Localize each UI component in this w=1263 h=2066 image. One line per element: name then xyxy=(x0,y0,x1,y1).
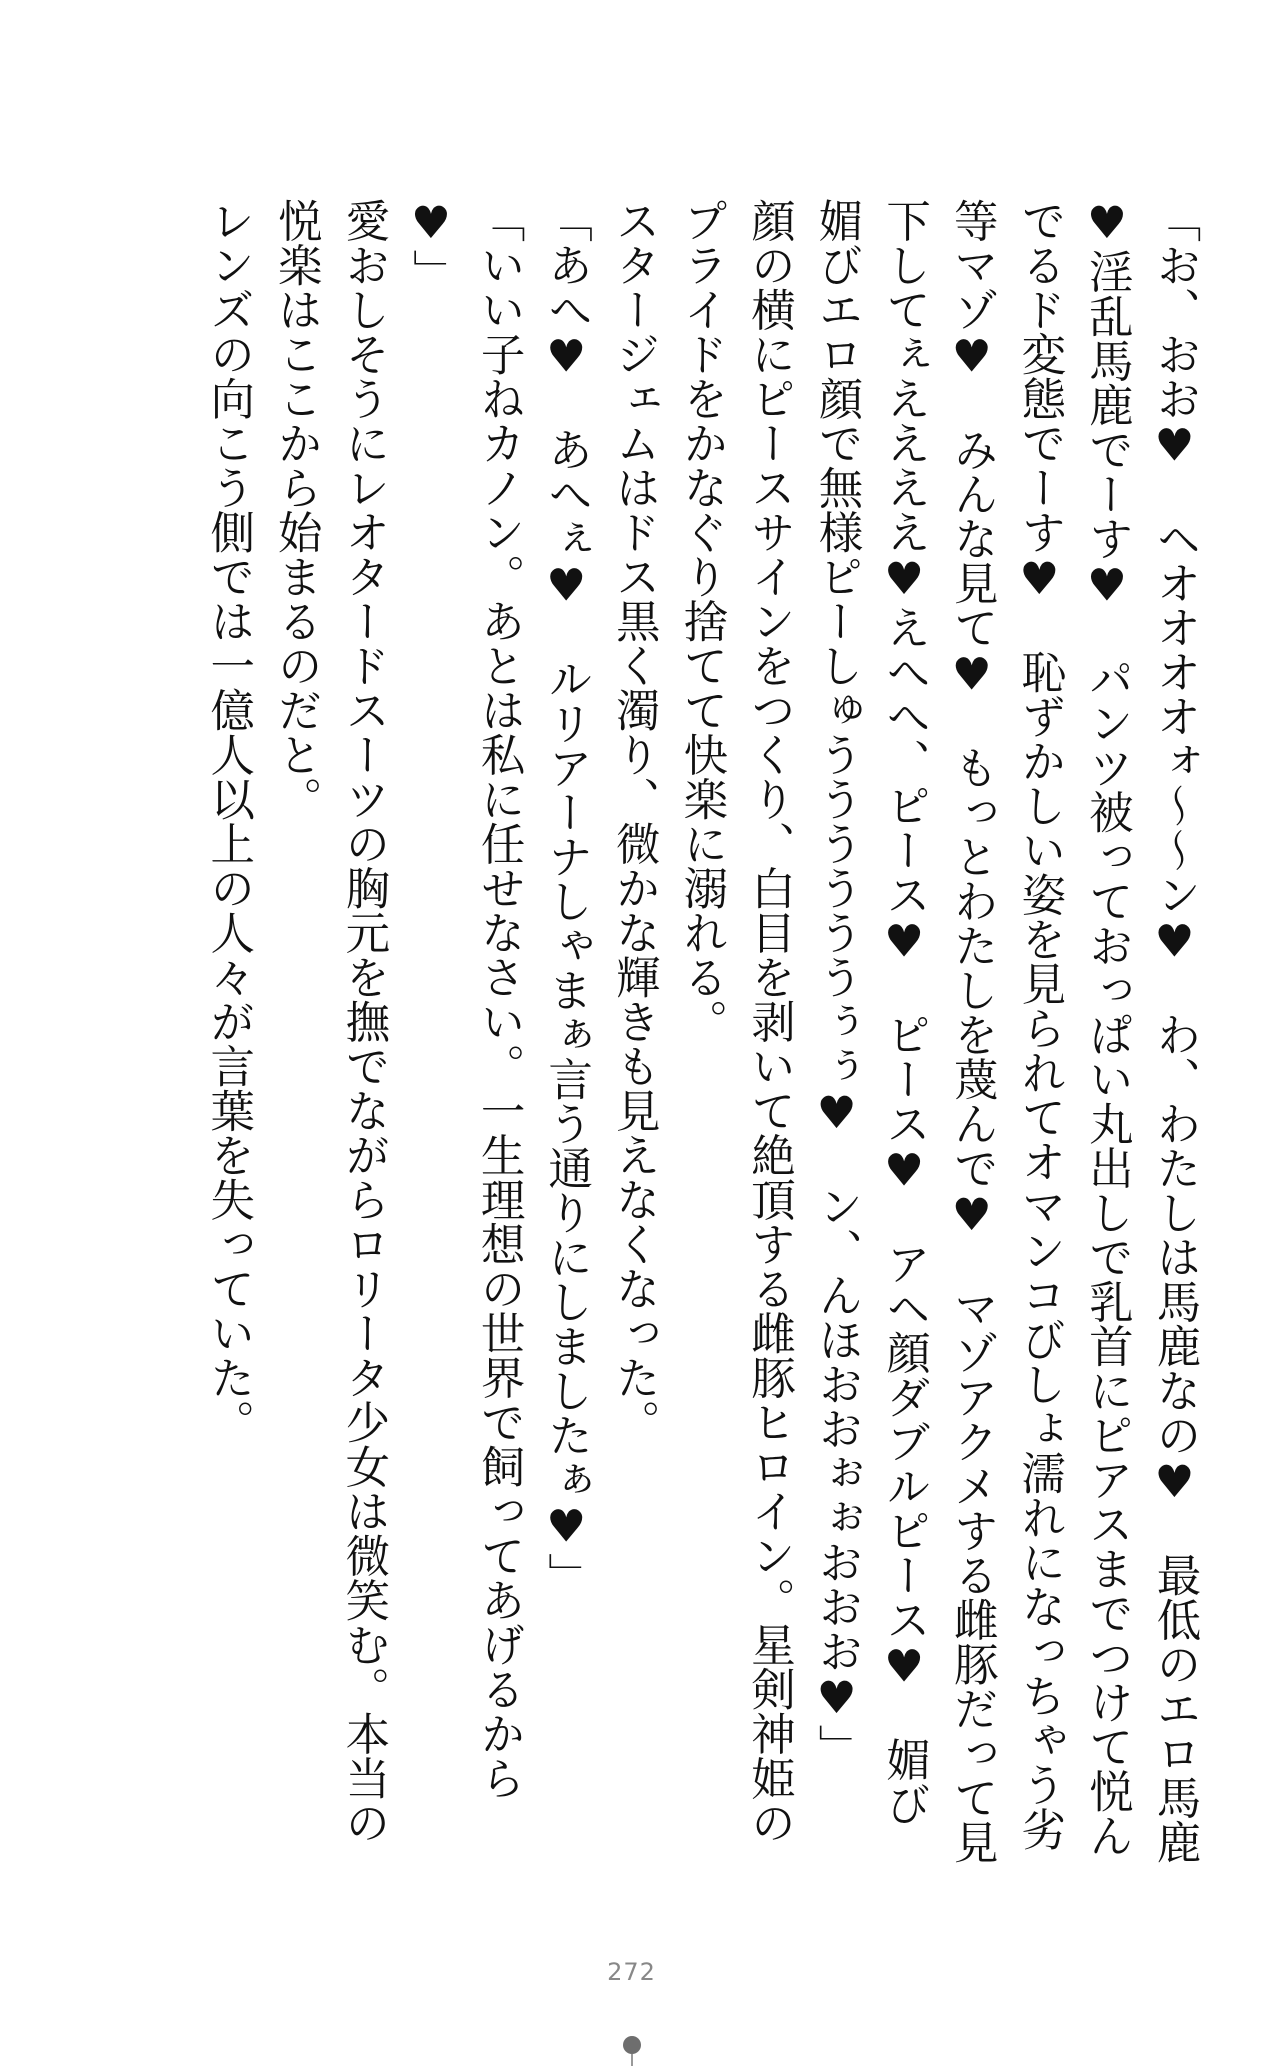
page-number: 272 xyxy=(607,1958,656,1986)
body-text xyxy=(138,198,1208,1868)
paragraph: 「あへ♥ あへぇ♥ ルリアーナしゃまぁ言う通りにしましたぁ♥」 xyxy=(540,198,592,1597)
paragraph: 顔の横にピースサインをつくり、白目を剥いて絶頂する雌豚ヒロイン。星剣神姫のプライドをかなぐり捨てて快楽に溺れる。 xyxy=(675,198,795,1845)
paragraph: スタージェムはドス黒く濁り、微かな輝きも見えなくなった。 xyxy=(608,198,660,1444)
paragraph: 「いい子ねカノン。あとは私に任せなさい。一生理想の世界で飼ってあげるから♥」 xyxy=(405,198,525,1800)
paragraph: 「お、おお♥ ヘオオオオォ〜〜ン♥ わ、わたしは馬鹿なの♥ 最低のエロ馬鹿♥淫乱馬鹿でーす♥ パンツ被っておっぱい丸出しで乳首にピアスまでつけて悦んでるド変態でーす♥ 恥ずかしい姿を見られてオマンコびしょ濡れになっちゃう劣等マゾ♥ みんな見て♥ もっとわたしを蔑んで♥ マゾアクメする雌豚だって見下してぇええええ♥えへへ、ピース♥ ピース♥ アヘ顔ダブルピース♥ 媚び媚びエロ顔で無様ピーしゅううううううぅぅ♥ ン、んほおおぉぉおおお♥」 xyxy=(811,198,1200,1864)
page-marker-stem xyxy=(631,2054,633,2066)
paragraph: レンズの向こう側では一億人以上の人々が言葉を失っていた。 xyxy=(202,198,254,1444)
paragraph: 愛おしそうにレオタードスーツの胸元を撫でながらロリータ少女は微笑む。本当の悦楽はここから始まるのだと。 xyxy=(270,198,389,1845)
page-marker-dot xyxy=(623,2036,641,2054)
